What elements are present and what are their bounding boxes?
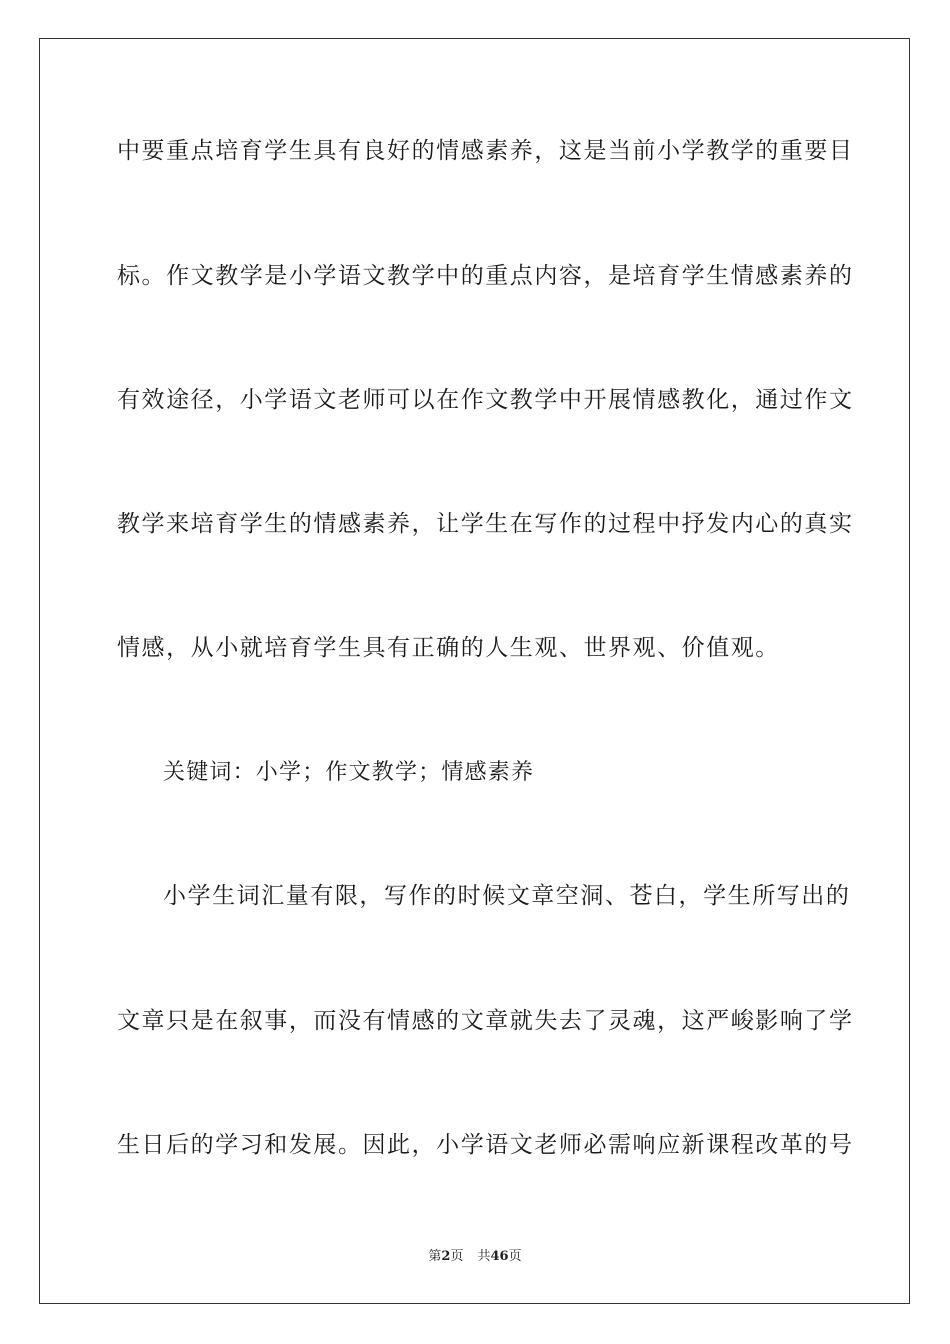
page-footer	[0, 1248, 950, 1266]
body-line-4: 教学来培育学生的情感素养，让学生在写作的过程中抒发内心的真实	[117, 511, 854, 537]
footer-page-prefix: 第	[428, 1249, 442, 1264]
footer-total-pages: 46	[490, 1249, 509, 1264]
footer-total-suffix: 页	[508, 1249, 522, 1264]
footer-page-number: 2	[441, 1249, 451, 1264]
paragraph-2-line-2: 文章只是在叙事，而没有情感的文章就失去了灵魂，这严峻影响了学	[117, 1008, 854, 1034]
body-line-1: 中要重点培育学生具有良好的情感素养，这是当前小学教学的重要目	[117, 138, 854, 164]
body-line-5: 情感，从小就培育学生具有正确的人生观、世界观、价值观。	[117, 635, 780, 661]
footer-total-prefix: 共	[477, 1249, 491, 1264]
body-line-3: 有效途径，小学语文老师可以在作文教学中开展情感教化，通过作文	[117, 387, 854, 413]
paragraph-2-line-3: 生日后的学习和发展。因此，小学语文老师必需响应新课程改革的号	[117, 1132, 854, 1158]
paragraph-2-line-1: 小学生词汇量有限，写作的时候文章空洞、苍白，学生所写出的	[163, 883, 851, 909]
page-border	[39, 38, 910, 1304]
keywords-line: 关键词：小学；作文教学；情感素养	[163, 760, 535, 785]
body-line-2: 标。作文教学是小学语文教学中的重点内容，是培育学生情感素养的	[117, 263, 854, 289]
footer-page-suffix: 页	[450, 1249, 464, 1264]
